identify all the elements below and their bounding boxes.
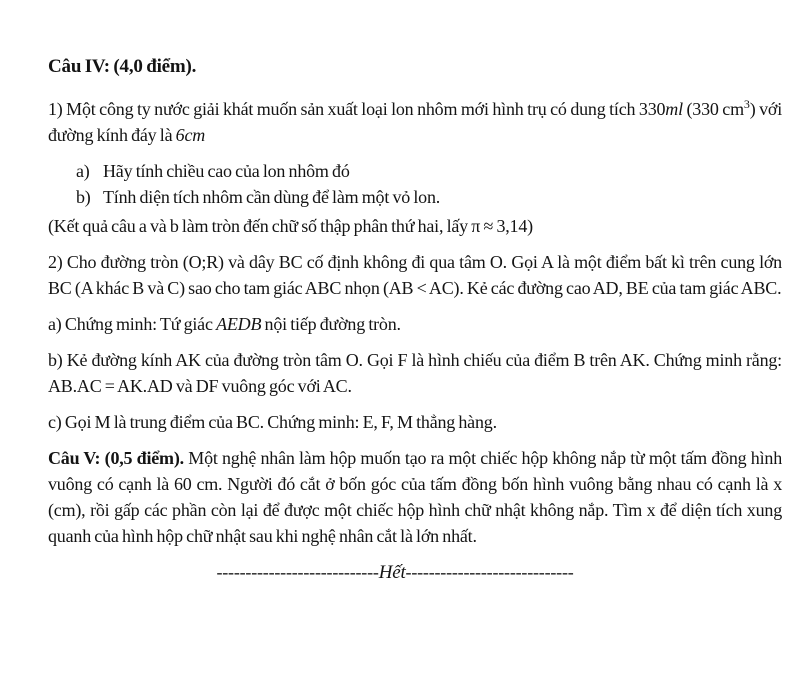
q4-p1-text-3: ) với đường kính đáy là bbox=[48, 99, 782, 145]
q4-p1-diameter: 6cm bbox=[175, 125, 206, 145]
q4-p1-text-2: (330 cm bbox=[682, 99, 744, 119]
end-marker bbox=[48, 559, 742, 586]
end-dashes-left: ---------------------------- bbox=[216, 562, 379, 582]
question-5-paragraph bbox=[48, 445, 782, 549]
subitem-a-label: a) bbox=[76, 161, 90, 181]
q4-p2a-quadrilateral: AEDB bbox=[216, 314, 262, 334]
question-5-body: Một nghệ nhân làm hộp muốn tạo ra một chiếc hộp không nắp từ một tấm đồng hình vuông có cạnh là 60 cm. Người đó cắt ở bốn góc của tấm đồng bốn hình vuông bằng nhau có cạnh là x (cm), rồi gấp các phần còn lại để được một chiếc hộp hình chữ nhật không nắp. Tìm x để diện tích xung quanh của hình hộp chữ nhật sau khi nghệ nhân cắt là lớn nhất. bbox=[48, 448, 782, 546]
question-4-part2c: c) Gọi M là trung điểm của BC. Chứng minh: E, F, M thẳng hàng. bbox=[48, 412, 497, 432]
question-4-part1-paragraph bbox=[48, 96, 782, 148]
subitem-b-text: Tính diện tích nhôm cần dùng để làm một vỏ lon. bbox=[103, 187, 441, 207]
q4-p2a-text-2: nội tiếp đường tròn. bbox=[261, 314, 401, 334]
question-4-part2-paragraph: 2) Cho đường tròn (O;R) và dây BC cố định không đi qua tâm O. Gọi A là một điểm bất kì trên cung lớn BC (A khác B và C) sao cho tam giác ABC nhọn (AB < AC). Kẻ các đường cao AD, BE của tam giác ABC. bbox=[48, 252, 782, 298]
q4-p1-text-1: 1) Một công ty nước giải khát muốn sản xuất loại lon nhôm mới hình trụ có dung tích bbox=[48, 99, 639, 119]
q4-p2a-text-1: a) Chứng minh: Tứ giác bbox=[48, 314, 217, 334]
q4-p1-superscript: 3 bbox=[743, 97, 750, 111]
q4-p1-volume-unit: ml bbox=[665, 99, 683, 119]
question-4-part2a bbox=[48, 311, 782, 337]
question-4-part2b: b) Kẻ đường kính AK của đường tròn tâm O. Gọi F là hình chiếu của điểm B trên AK. Chứng minh rằng: AB.AC = AK.AD và DF vuông góc với AC. bbox=[48, 350, 782, 396]
question-4-subitems bbox=[76, 158, 782, 210]
question-5-heading: Câu V: (0,5 điểm). bbox=[48, 448, 184, 468]
subitem-b-label: b) bbox=[76, 187, 91, 207]
rounding-note: (Kết quả câu a và b làm tròn đến chữ số thập phân thứ hai, lấy π ≈ 3,14) bbox=[48, 216, 533, 236]
subitem-b bbox=[76, 184, 782, 210]
subitem-a-text: Hãy tính chiều cao của lon nhôm đó bbox=[103, 161, 350, 181]
subitem-a bbox=[76, 158, 782, 184]
question-4-heading: Câu IV: (4,0 điểm). bbox=[48, 56, 197, 77]
end-label: Hết bbox=[378, 562, 406, 583]
q4-p1-volume-value: 330 bbox=[638, 99, 666, 119]
end-dashes-right: ----------------------------- bbox=[405, 562, 574, 582]
